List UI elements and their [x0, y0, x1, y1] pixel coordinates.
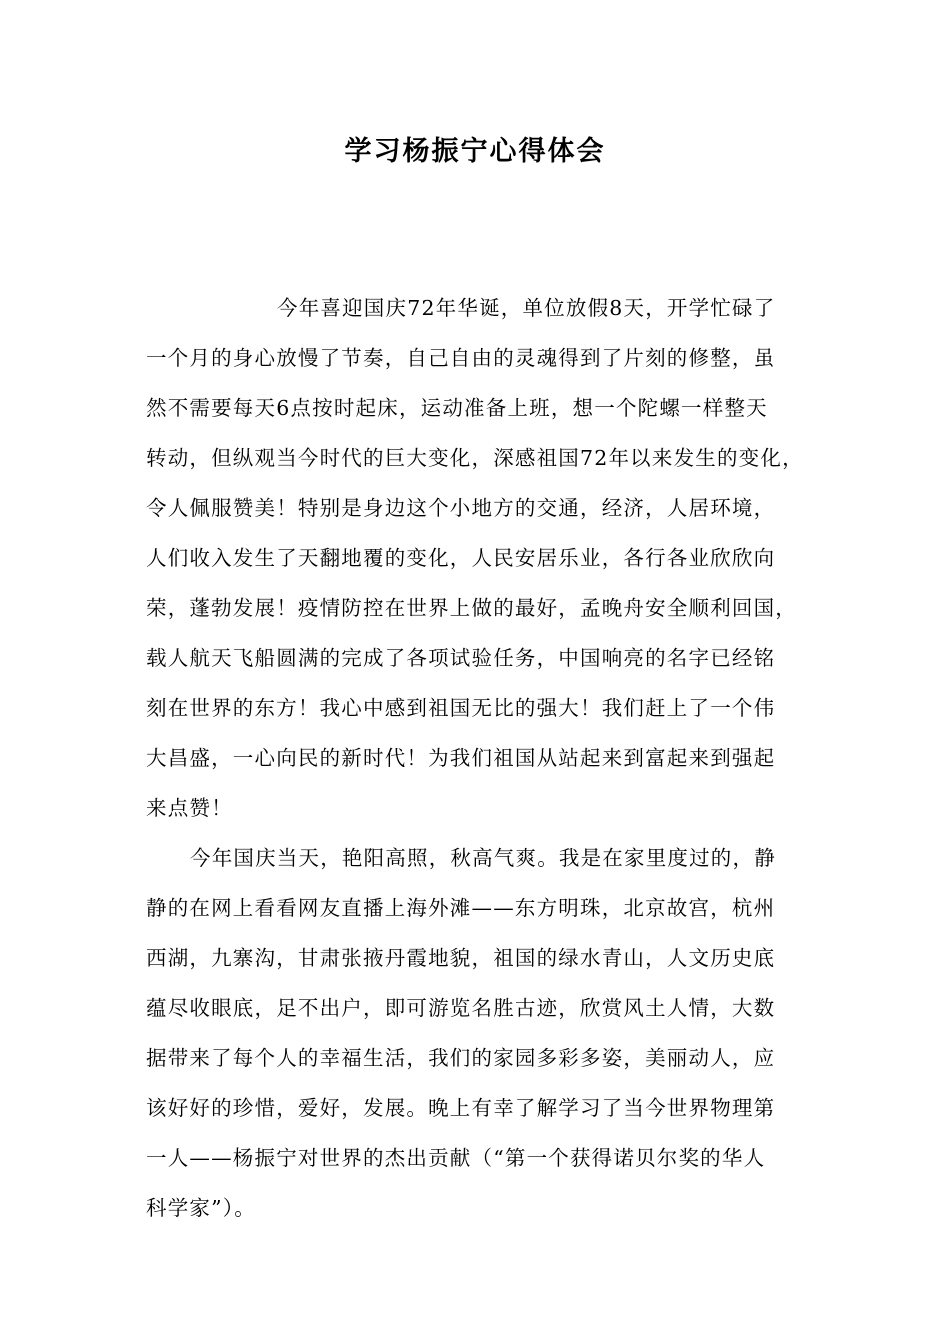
text-line: 今年喜迎国庆72年华诞，单位放假8天，开学忙碌了 [277, 296, 776, 320]
text-line: 一个月的身心放慢了节奏，自己自由的灵魂得到了片刻的修整，虽 [146, 346, 776, 370]
text-line: 蕴尽收眼底，足不出户，即可游览名胜古迹，欣赏风土人情，大数 [146, 996, 776, 1020]
text-line: 今年国庆当天，艳阳高照，秋高气爽。我是在家里度过的，静 [190, 846, 776, 870]
text-line: 荣，蓬勃发展！疫情防控在世界上做的最好，孟晚舟安全顺利回国， [146, 596, 797, 620]
document-title: 学习杨振宁心得体会 [344, 136, 606, 167]
text-line: 载人航天飞船圆满的完成了各项试验任务，中国响亮的名字已经铭 [146, 646, 776, 670]
text-line: 转动，但纵观当今时代的巨大变化，深感祖国72年以来发生的变化， [146, 446, 804, 470]
paragraph-2 [146, 833, 822, 1233]
text-line: 西湖，九寨沟，甘肃张掖丹霞地貌，祖国的绿水青山，人文历史底 [146, 946, 776, 970]
text-line: 静的在网上看看网友直播上海外滩——东方明珠，北京故宫，杭州 [146, 896, 776, 920]
paragraph-1 [146, 283, 822, 833]
text-line: 该好好的珍惜，爱好，发展。晚上有幸了解学习了当今世界物理第 [146, 1096, 776, 1120]
text-line: 一人——杨振宁对世界的杰出贡献（“第一个获得诺贝尔奖的华人 [146, 1146, 766, 1170]
text-line: 然不需要每天6点按时起床，运动准备上班，想一个陀螺一样整天 [146, 396, 768, 420]
text-line: 刻在世界的东方！我心中感到祖国无比的强大！我们赶上了一个伟 [146, 696, 776, 720]
text-line: 大昌盛，一心向民的新时代！为我们祖国从站起来到富起来到强起 [146, 746, 776, 770]
text-line: 据带来了每个人的幸福生活，我们的家园多彩多姿，美丽动人，应 [146, 1046, 776, 1070]
text-line: 令人佩服赞美！特别是身边这个小地方的交通，经济，人居环境， [146, 496, 776, 520]
text-line: 人们收入发生了天翻地覆的变化，人民安居乐业，各行各业欣欣向 [146, 546, 776, 570]
text-line: 科学家”）。 [146, 1196, 256, 1220]
document-body [146, 283, 822, 1233]
text-line: 来点赞！ [146, 796, 233, 820]
